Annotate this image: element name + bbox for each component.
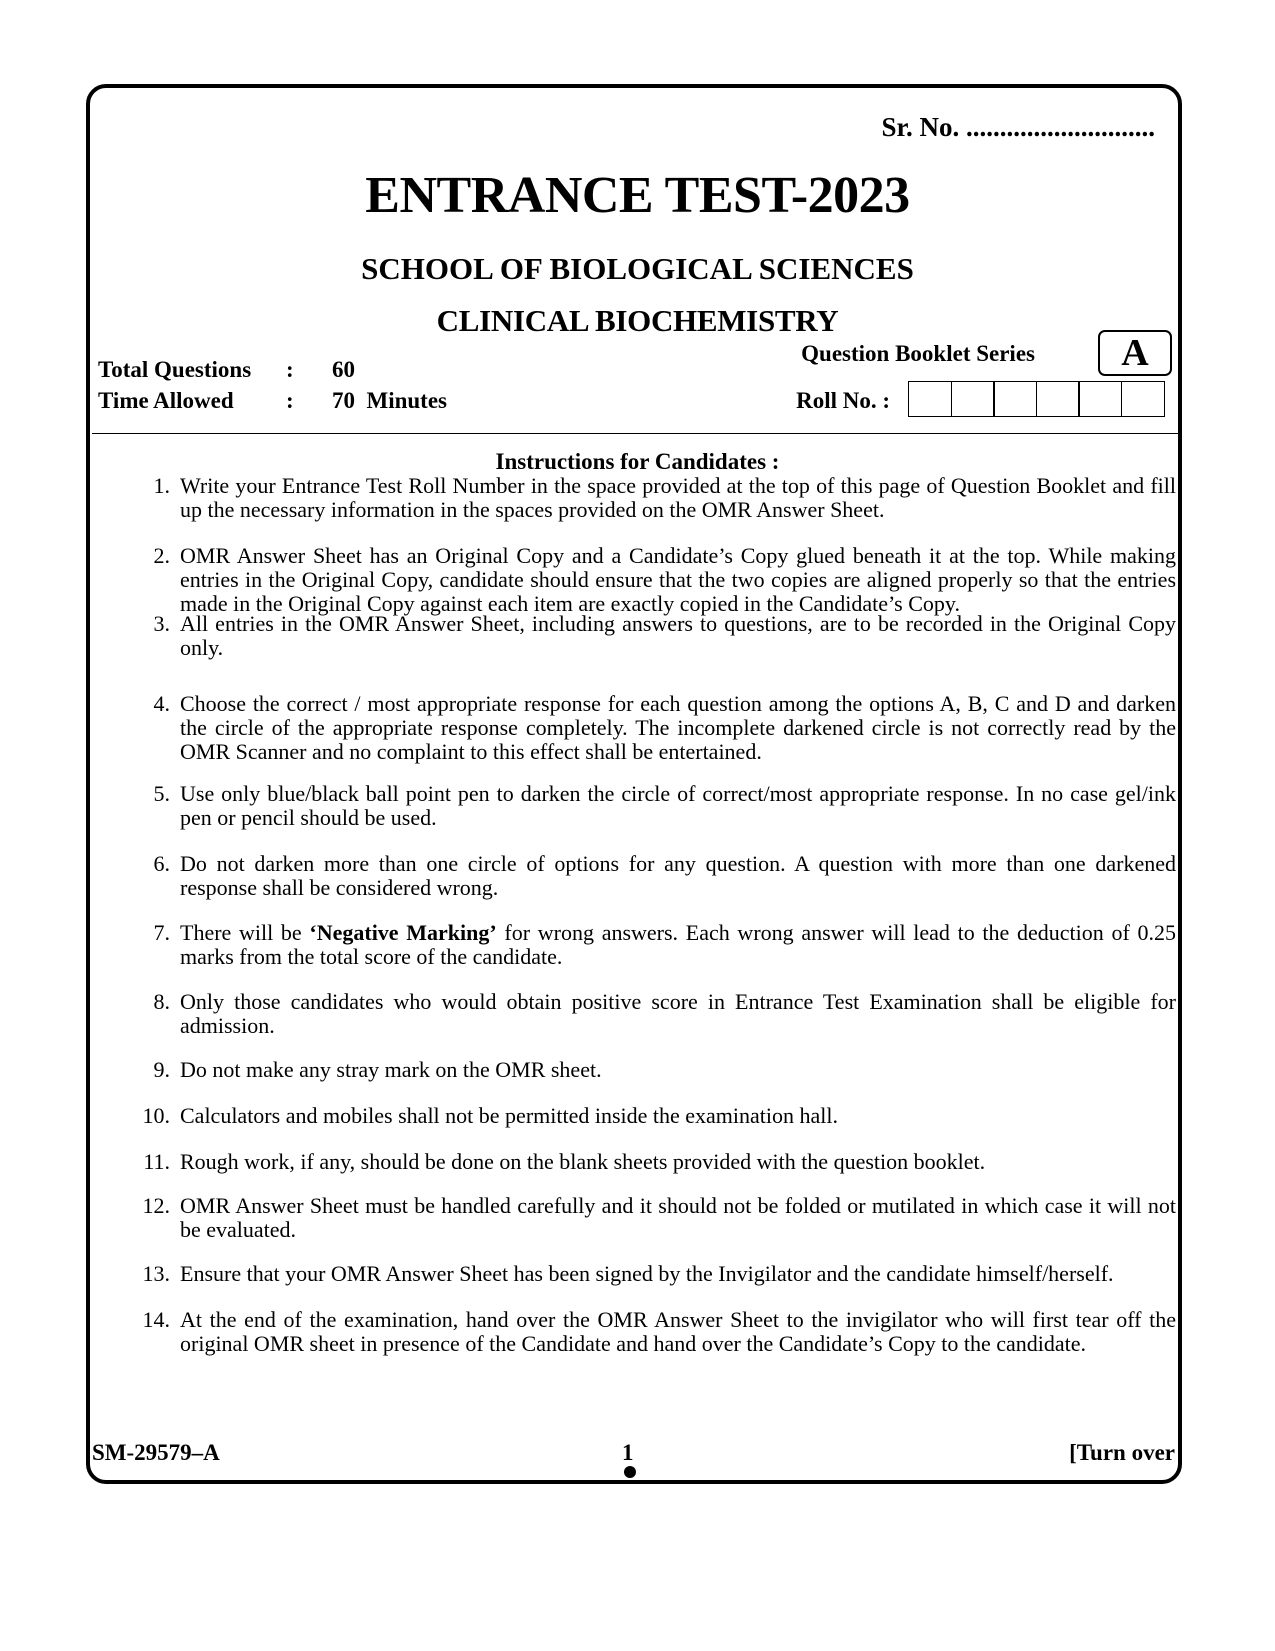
time-allowed-label: Time Allowed xyxy=(98,388,234,413)
instruction-item xyxy=(130,1262,1176,1286)
instruction-number: 13. xyxy=(142,1261,170,1286)
instruction-number: 8. xyxy=(153,989,170,1014)
separator: : xyxy=(286,357,294,382)
time-allowed-row xyxy=(98,388,447,414)
instruction-item xyxy=(130,692,1176,764)
instruction-number: 7. xyxy=(153,920,170,945)
instruction-item xyxy=(130,1058,1176,1082)
page-dot xyxy=(624,1466,636,1478)
turn-over-note: [Turn over xyxy=(1069,1440,1175,1465)
instruction-text: Only those candidates who would obtain positive score in Entrance Test Examination shall be eligible for admission. xyxy=(180,989,1176,1038)
instruction-number: 3. xyxy=(153,611,170,636)
instruction-item xyxy=(130,852,1176,900)
roll-number-boxes xyxy=(908,381,1165,417)
instruction-text: Use only blue/black ball point pen to darken the circle of correct/most appropriate response. In no case gel/ink pen or pencil should be used. xyxy=(180,781,1176,830)
instruction-item xyxy=(130,782,1176,830)
roll-number-box[interactable] xyxy=(993,381,1037,417)
time-allowed-value: 70 Minutes xyxy=(332,388,447,413)
roll-number-box[interactable] xyxy=(1121,381,1165,417)
separator: : xyxy=(286,388,294,413)
instruction-number: 9. xyxy=(153,1057,170,1082)
roll-number-box[interactable] xyxy=(1078,381,1122,417)
instruction-number: 11. xyxy=(143,1149,170,1174)
instruction-text: Write your Entrance Test Roll Number in the space provided at the top of this page of Question Booklet and fill up the necessary information in the spaces provided on the OMR Answer Sheet. xyxy=(180,473,1176,522)
instruction-number: 12. xyxy=(142,1193,170,1218)
instruction-number: 6. xyxy=(153,851,170,876)
instruction-number: 2. xyxy=(153,543,170,568)
instruction-text: Choose the correct / most appropriate response for each question among the options A, B, C and D and darken the circle of the appropriate response completely. The incomplete darkened circle is not correctly read by the OMR Scanner and no complaint to this effect shall be entertained. xyxy=(180,691,1176,764)
instruction-item xyxy=(130,1104,1176,1128)
instruction-text: Ensure that your OMR Answer Sheet has been signed by the Invigilator and the candidate himself/herself. xyxy=(180,1261,1114,1286)
instruction-text: Calculators and mobiles shall not be permitted inside the examination hall. xyxy=(180,1103,839,1128)
instruction-number: 5. xyxy=(153,781,170,806)
total-questions-label: Total Questions xyxy=(98,357,252,382)
booklet-series-label: Question Booklet Series xyxy=(801,341,1035,366)
page-number: 1 xyxy=(622,1440,634,1465)
instruction-text: All entries in the OMR Answer Sheet, including answers to questions, are to be recorded in the Original Copy only. xyxy=(180,611,1176,660)
instructions-heading: Instructions for Candidates : xyxy=(495,449,780,474)
subject-name: CLINICAL BIOCHEMISTRY xyxy=(436,303,839,338)
total-questions-value: 60 xyxy=(332,357,355,382)
instruction-number: 1. xyxy=(153,473,170,498)
instruction-item xyxy=(130,990,1176,1038)
page-title: ENTRANCE TEST-2023 xyxy=(365,167,910,224)
instruction-text: Rough work, if any, should be done on the blank sheets provided with the question booklet. xyxy=(180,1149,986,1174)
serial-number: Sr. No. ............................ xyxy=(881,112,1155,142)
instruction-number: 4. xyxy=(153,691,170,716)
instruction-item xyxy=(130,612,1176,660)
instruction-item xyxy=(130,1194,1176,1242)
roll-number-label: Roll No. : xyxy=(796,388,890,413)
instruction-text: At the end of the examination, hand over the OMR Answer Sheet to the invigilator who will first tear off the original OMR sheet in presence of the Candidate and hand over the Candidate’s Copy to the candidate. xyxy=(180,1307,1176,1356)
instruction-text: OMR Answer Sheet has an Original Copy and a Candidate’s Copy glued beneath it at the top. While making entries in the Original Copy, candidate should ensure that the two copies are aligned properly so that the entries made in the Original Copy against each item are exactly copied in the Candidate’s Copy. xyxy=(180,543,1176,616)
instruction-text xyxy=(180,921,1176,969)
instruction-item xyxy=(130,921,1176,969)
instruction-text: Do not make any stray mark on the OMR sheet. xyxy=(180,1057,602,1082)
instruction-item xyxy=(130,1150,1176,1174)
instruction-item xyxy=(130,474,1176,522)
instruction-text: OMR Answer Sheet must be handled carefully and it should not be folded or mutilated in which case it will not be evaluated. xyxy=(180,1193,1176,1242)
booklet-code: SM-29579–A xyxy=(92,1440,220,1465)
instruction-text-part: There will be xyxy=(180,920,310,945)
instruction-text-part: for wrong answers. Each wrong answer will lead to the deduction of 0.25 marks from the total score of the candidate. xyxy=(180,920,1176,969)
instruction-item xyxy=(130,544,1176,616)
booklet-series-value: A xyxy=(1098,330,1172,376)
roll-number-box[interactable] xyxy=(908,381,952,417)
instruction-number: 10. xyxy=(142,1103,170,1128)
roll-number-box[interactable] xyxy=(951,381,995,417)
negative-marking-emphasis: ‘Negative Marking’ xyxy=(309,920,497,945)
instruction-text: Do not darken more than one circle of options for any question. A question with more than one darkened response shall be considered wrong. xyxy=(180,851,1176,900)
divider xyxy=(92,433,1180,434)
instruction-number: 14. xyxy=(142,1307,170,1332)
total-questions-row xyxy=(98,357,355,383)
school-name: SCHOOL OF BIOLOGICAL SCIENCES xyxy=(361,251,914,286)
roll-number-box[interactable] xyxy=(1036,381,1080,417)
instruction-item xyxy=(130,1308,1176,1356)
